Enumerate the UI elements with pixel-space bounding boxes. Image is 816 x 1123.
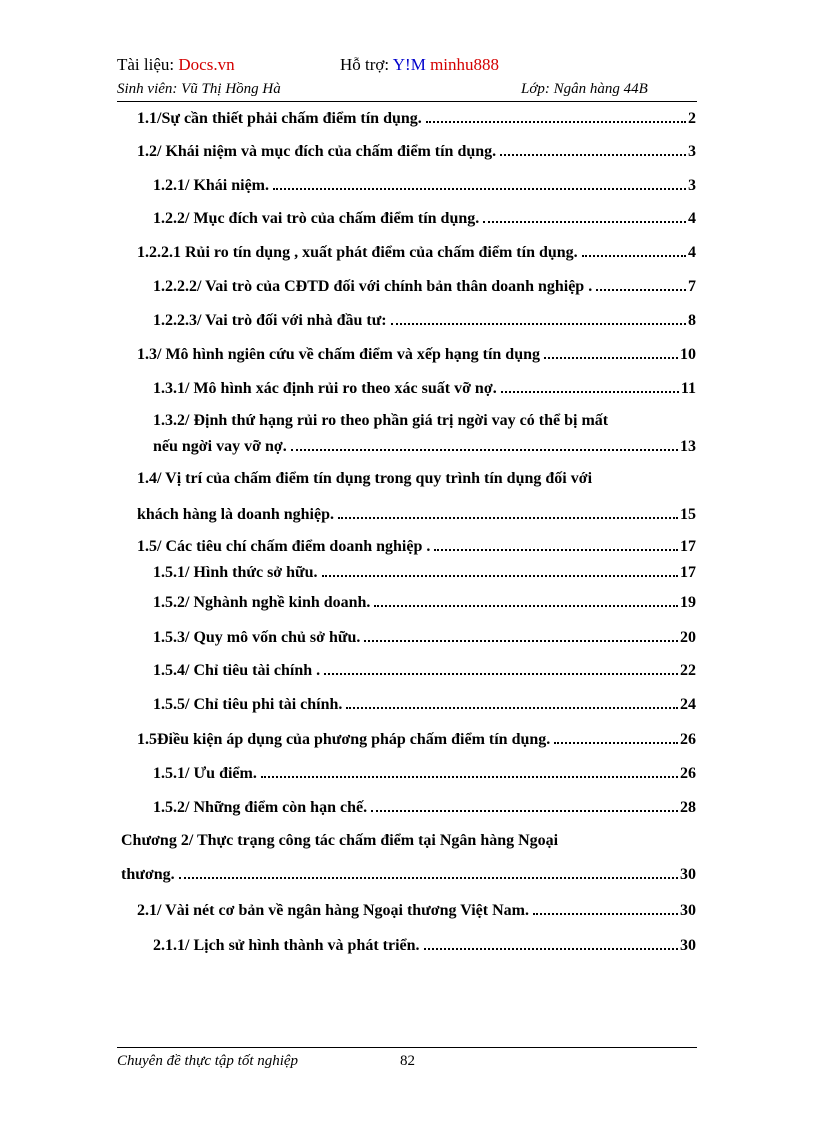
toc-entry-line1[interactable]: 1.3.2/ Định thứ hạng rủi ro theo phần giá trị ngời vay có thể bị mất	[153, 412, 609, 429]
toc-entry[interactable]: 1.5.2/ Những điểm còn hạn chế. 28	[153, 799, 696, 816]
student-name: Sinh viên: Vũ Thị Hồng Hà	[117, 81, 281, 97]
toc-entry[interactable]: 1.1/Sự cần thiết phải chấm điểm tín dụng. 2	[137, 110, 696, 127]
doc-label: Tài liệu:	[117, 55, 179, 74]
toc-entry[interactable]: nếu ngời vay vỡ nợ. 13	[153, 438, 696, 455]
toc-entry[interactable]: khách hàng là doanh nghiệp. 15	[137, 506, 696, 523]
toc-entry[interactable]: 1.5.1/ Ưu điểm. 26	[153, 765, 696, 782]
toc-entry[interactable]: 1.5.4/ Chỉ tiêu tài chính . 22	[153, 662, 696, 679]
toc-entry[interactable]: 1.3/ Mô hình ngiên cứu về chấm điểm và xếp hạng tín dụng 10	[137, 346, 696, 363]
ym-label: Y!M	[392, 55, 426, 74]
toc-entry[interactable]: 1.2.2.3/ Vai trò đối với nhà đầu tư: 8	[153, 312, 696, 329]
toc-entry[interactable]: 1.5.2/ Nghành nghề kinh doanh. 19	[153, 594, 696, 611]
toc-entry[interactable]: 2.1.1/ Lịch sử hình thành và phát triển. 30	[153, 937, 696, 954]
doc-source	[117, 55, 235, 75]
toc-entry[interactable]: 1.2.2/ Mục đích vai trò của chấm điểm tín dụng. 4	[153, 210, 696, 227]
toc-entry-line1[interactable]: Chương 2/ Thực trạng công tác chấm điểm tại Ngân hàng Ngoại	[121, 832, 559, 849]
toc-entry[interactable]: 1.5/ Các tiêu chí chấm điểm doanh nghiệp . 17	[137, 538, 696, 555]
toc-entry[interactable]: 1.5.5/ Chỉ tiêu phi tài chính. 24	[153, 696, 696, 713]
footer-title: Chuyên đề thực tập tốt nghiệp	[117, 1053, 299, 1069]
header-divider	[117, 101, 697, 102]
toc-entry[interactable]: 1.2.1/ Khái niệm. 3	[153, 177, 696, 194]
toc-entry[interactable]: 1.3.1/ Mô hình xác định rủi ro theo xác suất vỡ nợ. 11	[153, 380, 696, 397]
ym-user-link[interactable]: minhu888	[425, 55, 500, 74]
toc-entry[interactable]: 1.5.3/ Quy mô vốn chủ sở hữu. 20	[153, 629, 696, 646]
toc-entry[interactable]: 1.2/ Khái niệm và mục đích của chấm điểm tín dụng. 3	[137, 143, 696, 160]
toc-entry[interactable]: thương. 30	[121, 866, 696, 883]
doc-site-link[interactable]: Docs.vn	[178, 55, 235, 74]
toc-entry[interactable]: 1.2.2.1 Rủi ro tín dụng , xuất phát điểm của chấm điểm tín dụng. 4	[137, 244, 696, 261]
footer-divider	[117, 1047, 697, 1048]
page-number: 82	[400, 1053, 415, 1069]
toc-entry-line1[interactable]: 1.4/ Vị trí của chấm điểm tín dụng trong quy trình tín dụng đối với	[137, 470, 593, 487]
toc-entry[interactable]: 1.5Điều kiện áp dụng của phương pháp chấm điểm tín dụng. 26	[137, 731, 696, 748]
toc-entry[interactable]: 1.2.2.2/ Vai trò của CĐTD đối với chính bản thân doanh nghiệp . 7	[153, 278, 696, 295]
toc-entry[interactable]: 1.5.1/ Hình thức sở hữu. 17	[153, 564, 696, 581]
toc-entry[interactable]: 2.1/ Vài nét cơ bản về ngân hàng Ngoại thương Việt Nam. 30	[137, 902, 696, 919]
support-info	[340, 55, 499, 75]
class-name: Lớp: Ngân hàng 44B	[521, 81, 648, 97]
support-label: Hỗ trợ:	[340, 55, 393, 74]
